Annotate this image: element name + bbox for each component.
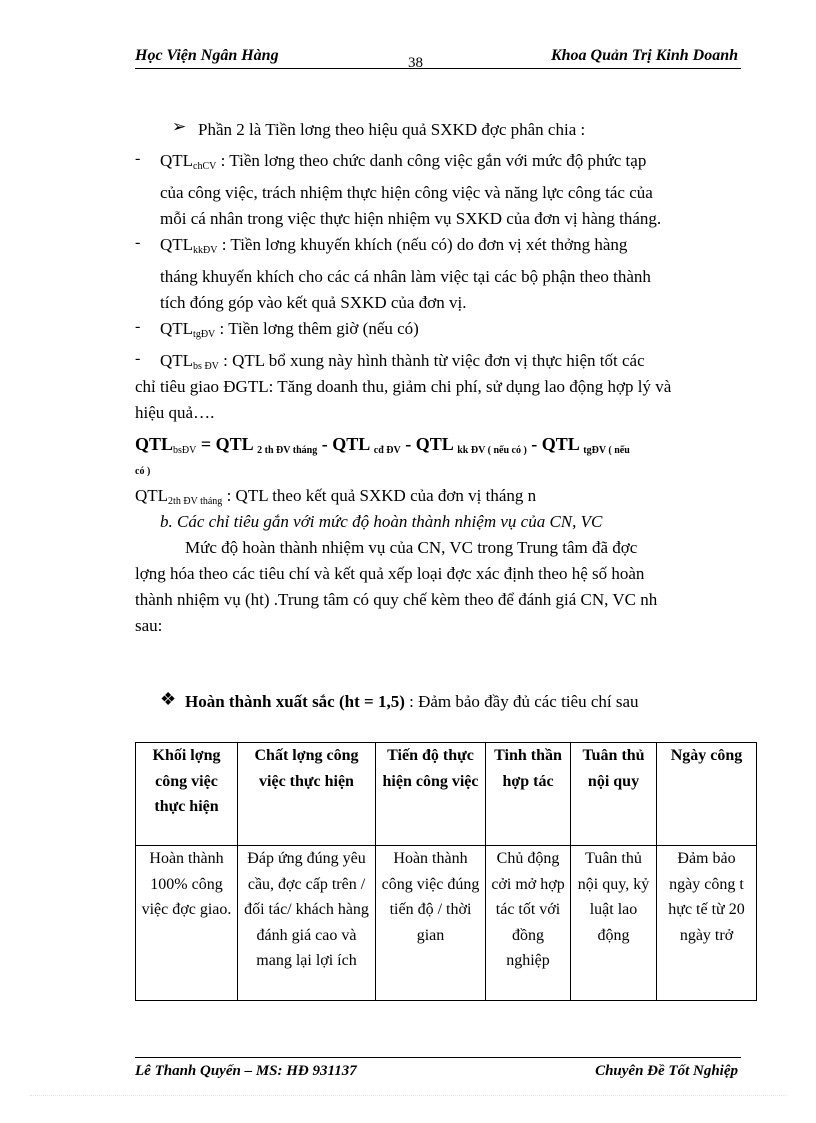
bullet-qtl-bsdv-cont: chỉ tiêu giao ĐGTL: Tăng doanh thu, giảm chi phí, sử dụng lao động hợp lý và hiệu quả…. (135, 377, 672, 422)
table-header-row (136, 743, 757, 846)
dash-icon: - (135, 234, 141, 251)
bullet-qtl-tgdv: $QTL_{tgĐV}$ : Tiền lơng thêm giờ (nếu có) (160, 319, 419, 340)
paragraph-line-3: thành nhiệm vụ (ht) .Trung tâm có quy chế kèm theo để đánh giá CN, VC nh (135, 590, 658, 609)
formula-continuation: có ) (135, 466, 151, 477)
footer-author: Lê Thanh Quyến – MS: HĐ 931137 (135, 1063, 357, 1079)
table-cell: Đảm bảo ngày công t hực tế từ 20 ngày trở (657, 846, 757, 1001)
footer-rule (135, 1057, 741, 1058)
dash-icon: - (135, 350, 141, 367)
dash-icon: - (135, 150, 141, 167)
header-rule (135, 68, 741, 69)
paragraph-line-2: lợng hóa theo các tiêu chí và kết quả xếp loại đợc xác định theo hệ số hoàn (135, 564, 645, 583)
table-cell: Tuân thủ nội quy, kỷ luật lao động (571, 846, 657, 1001)
section-b-title: b. Các chỉ tiêu gắn với mức độ hoàn thành nhiệm vụ của CN, VC (160, 512, 603, 531)
table-cell: Đáp ứng đúng yêu cầu, đợc cấp trên /đối tác/ khách hàng đánh giá cao và mang lại lợi ích (238, 846, 376, 1001)
table-row (136, 846, 757, 1001)
header-school: Học Viện Ngân Hàng (135, 47, 279, 64)
table-cell: Hoàn thành công việc đúng tiến độ / thời gian (376, 846, 486, 1001)
excellent-heading: Hoàn thành xuất sắc (ht = 1,5) : Đảm bảo đầy đủ các tiêu chí sau (185, 692, 639, 711)
criteria-table (135, 742, 757, 1001)
paragraph-line-4: sau: (135, 616, 163, 635)
footer-title: Chuyên Đề Tốt Nghiệp (595, 1063, 738, 1079)
arrow-bullet-icon: ➢ (172, 117, 187, 136)
bullet-qtl-chcv: $QTL_{chCV}$ : Tiền lơng theo chức danh công việc gắn với mức độ phức tạp của công việc, trách nhiệm thực hiện công việc và năng lực công tác của mỗi cá nhân trong việc thực hiện nhiệm vụ SXKD của đơn vị hàng tháng. (160, 151, 662, 228)
bullet-qtl-kkdv: $QTL_{kkĐV}$ : Tiền lơng khuyến khích (nếu có) do đơn vị xét thởng hàng tháng khuyến khích cho các cá nhân làm việc tại các bộ phận theo thành tích đóng góp vào kết quả SXKD của đơn vị. (160, 235, 651, 312)
table-cell: Chủ động cởi mở hợp tác tốt với đồng nghiệp (486, 846, 571, 1001)
dash-icon: - (135, 318, 141, 335)
intro-text: Phần 2 là Tiền lơng theo hiệu quả SXKD đợc phân chia : (198, 120, 586, 139)
table-header: Chất lợng công việc thực hiện (238, 743, 376, 846)
table-header: Tiến độ thực hiện công việc (376, 743, 486, 846)
table-header: Ngày công (657, 743, 757, 846)
table-cell: Hoàn thành 100% công việc đợc giao. (136, 846, 238, 1001)
table-header: Tinh thần hợp tác (486, 743, 571, 846)
table-header: Tuân thủ nội quy (571, 743, 657, 846)
diamond-bullet-icon: ❖ (160, 689, 177, 709)
table-header: Khối lợng công việc thực hiện (136, 743, 238, 846)
page-number: 38 (408, 55, 423, 71)
page-edge-divider (30, 1095, 786, 1096)
bullet-qtl-bsdv: $QTL_{bs ĐV}$ : QTL bổ xung này hình thành từ việc đơn vị thực hiện tốt các (160, 351, 645, 372)
formula: $QTL_{bsĐV}$ = QTL $_{2 th ĐV tháng}$ - QTL $_{cđ ĐV}$ - QTL $_{kk ĐV ( nếu có )}$ - QTL $_{tgĐV ( nếu}$ (135, 434, 630, 456)
definition: $QTL_{2th ĐV tháng}$ : QTL theo kết quả SXKD của đơn vị tháng n (135, 486, 537, 507)
paragraph-line-1: Mức độ hoàn thành nhiệm vụ của CN, VC trong Trung tâm đã đợc (185, 538, 638, 557)
header-faculty: Khoa Quản Trị Kinh Doanh (550, 47, 738, 64)
